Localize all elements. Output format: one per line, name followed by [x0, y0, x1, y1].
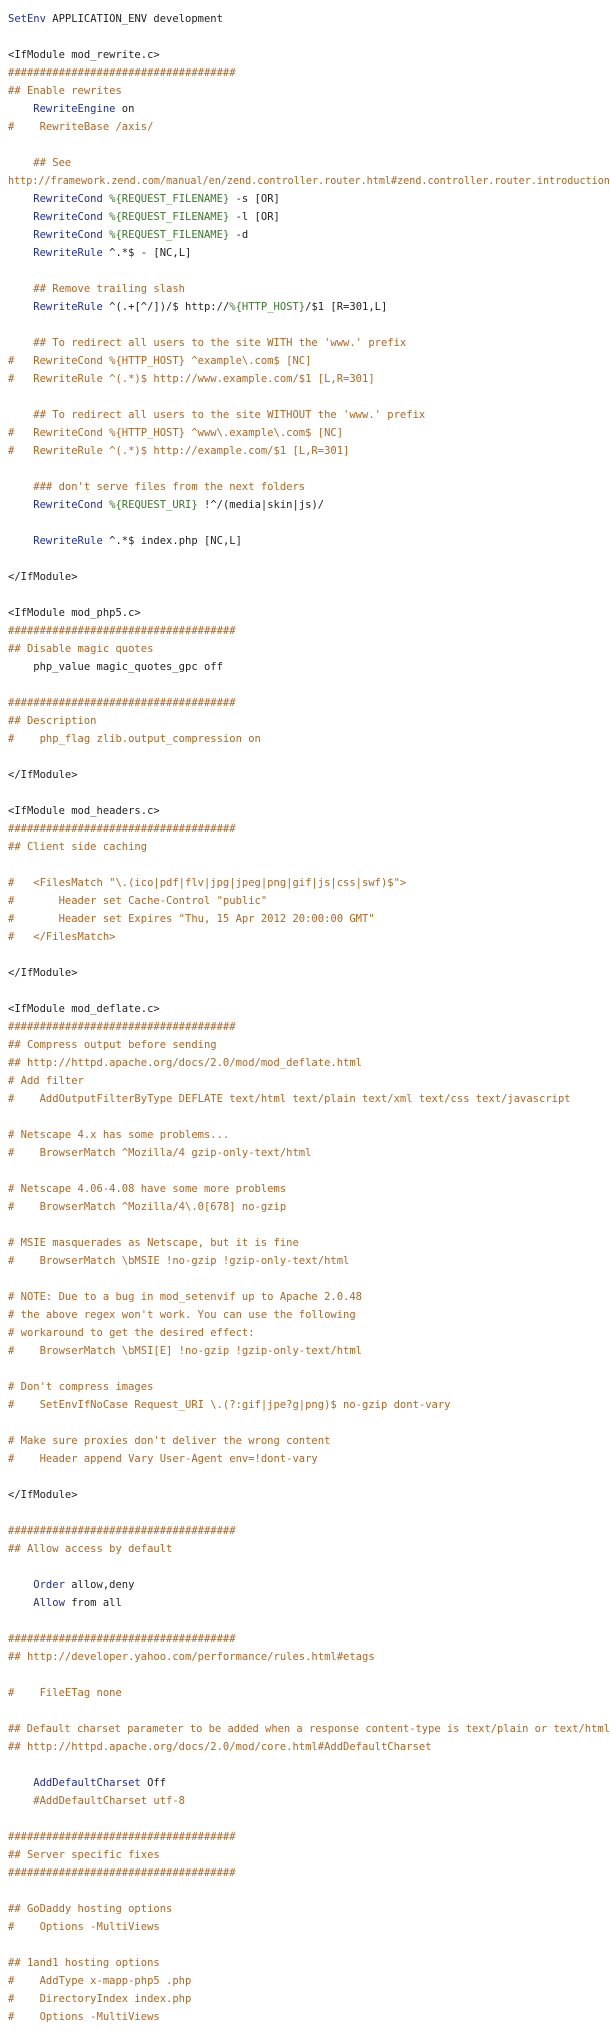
- code-line: [8, 1594, 610, 1612]
- code-line: [8, 1972, 610, 1990]
- comment-token: # workaround to get the desired effect:: [8, 1327, 255, 1339]
- directive-token: RewriteCond: [8, 193, 110, 205]
- directive-token: RewriteRule: [8, 301, 110, 313]
- text-token: <IfModule mod_php5.c>: [8, 607, 141, 619]
- code-line: [8, 892, 610, 910]
- text-token: </IfModule>: [8, 1489, 78, 1501]
- code-line: [8, 568, 610, 586]
- directive-token: RewriteCond: [8, 499, 110, 511]
- code-line: [8, 1036, 610, 1054]
- text-token: <IfModule mod_rewrite.c>: [8, 49, 160, 61]
- code-line: [8, 100, 610, 118]
- code-line: [8, 1576, 610, 1594]
- directive-token: Allow: [8, 1597, 72, 1609]
- code-line: [8, 622, 610, 640]
- variable-token: %{REQUEST_URI}: [109, 499, 198, 511]
- code-line: [8, 1324, 610, 1342]
- code-line: [8, 586, 610, 604]
- comment-token: # Don't compress images: [8, 1381, 154, 1393]
- comment-token: # BrowserMatch \bMSIE !no-gzip !gzip-only-text/html: [8, 1255, 350, 1267]
- code-line: [8, 1144, 610, 1162]
- comment-token: ## See: [8, 157, 72, 169]
- code-line: [8, 964, 610, 982]
- comment-token: # Netscape 4.x has some problems...: [8, 1129, 230, 1141]
- comment-token: # Options -MultiViews: [8, 2011, 160, 2023]
- code-line: [8, 1828, 610, 1846]
- code-line: [8, 550, 610, 568]
- comment-token: ####################################: [8, 697, 236, 709]
- comment-token: # RewriteCond %{HTTP_HOST} ^example\.com$ [NC]: [8, 355, 312, 367]
- code-line: [8, 262, 610, 280]
- code-line: [8, 388, 610, 406]
- code-line: [8, 10, 610, 28]
- text-token: <IfModule mod_deflate.c>: [8, 1003, 160, 1015]
- variable-token: %{REQUEST_FILENAME}: [109, 211, 230, 223]
- directive-token: AddDefaultCharset: [8, 1777, 148, 1789]
- comment-token: ## Compress output before sending: [8, 1039, 217, 1051]
- code-line: [8, 1702, 610, 1720]
- comment-token: ## 1and1 hosting options: [8, 1957, 160, 1969]
- directive-token: RewriteCond: [8, 211, 110, 223]
- code-line: [8, 298, 610, 316]
- code-line: [8, 64, 610, 82]
- text-token: php_value magic_quotes_gpc off: [8, 661, 223, 673]
- text-token: ^.*$ index.php [NC,L]: [109, 535, 242, 547]
- code-line: [8, 1846, 610, 1864]
- text-token: </IfModule>: [8, 967, 78, 979]
- code-line: [8, 1540, 610, 1558]
- code-line: [8, 766, 610, 784]
- comment-token: ## Remove trailing slash: [8, 283, 186, 295]
- code-line: [8, 118, 610, 136]
- code-line: [8, 676, 610, 694]
- text-token: -d: [229, 229, 249, 241]
- comment-token: ####################################: [8, 1525, 236, 1537]
- code-line: [8, 2008, 610, 2026]
- code-line: [8, 1918, 610, 1936]
- code-line: [8, 1072, 610, 1090]
- comment-token: # FileETag none: [8, 1687, 122, 1699]
- code-line: [8, 1108, 610, 1126]
- variable-token: %{REQUEST_FILENAME}: [109, 229, 230, 241]
- comment-token: ####################################: [8, 1021, 236, 1033]
- comment-token: # AddType x-mapp-php5 .php: [8, 1975, 192, 1987]
- comment-token: # Header set Expires "Thu, 15 Apr 2012 20:00:00 GMT": [8, 913, 375, 925]
- code-line: [8, 280, 610, 298]
- code-line: [8, 478, 610, 496]
- code-line: [8, 1342, 610, 1360]
- comment-token: # RewriteCond %{HTTP_HOST} ^www\.example\.com$ [NC]: [8, 427, 344, 439]
- code-line: [8, 802, 610, 820]
- text-token: on: [121, 103, 135, 115]
- code-line: [8, 946, 610, 964]
- code-line: [8, 514, 610, 532]
- code-line: [8, 1756, 610, 1774]
- code-line: [8, 1666, 610, 1684]
- code-line: [8, 1450, 610, 1468]
- comment-token: # BrowserMatch \bMSI[E] !no-gzip !gzip-only-text/html: [8, 1345, 363, 1357]
- code-line: [8, 910, 610, 928]
- comment-token: # DirectoryIndex index.php: [8, 1993, 192, 2005]
- code-line: [8, 172, 610, 190]
- comment-token: ####################################: [8, 625, 236, 637]
- code-line: [8, 154, 610, 172]
- code-line: [8, 1414, 610, 1432]
- code-line: [8, 1792, 610, 1810]
- text-token: from all: [71, 1597, 122, 1609]
- comment-token: # NOTE: Due to a bug in mod_setenvif up to Apache 2.0.48: [8, 1291, 363, 1303]
- variable-token: %{HTTP_HOST}: [229, 301, 306, 313]
- comment-token: # SetEnvIfNoCase Request_URI \.(?:gif|jpe?g|png)$ no-gzip dont-vary: [8, 1399, 451, 1411]
- code-line: [8, 1990, 610, 2008]
- comment-token: ## http://httpd.apache.org/docs/2.0/mod/core.html#AddDefaultCharset: [8, 1741, 432, 1753]
- comment-token: ## Default charset parameter to be added when a response content-type is text/plain or text/html: [8, 1723, 610, 1735]
- comment-token: ## Client side caching: [8, 841, 148, 853]
- code-line: [8, 928, 610, 946]
- code-line: [8, 1360, 610, 1378]
- comment-token: # BrowserMatch ^Mozilla/4\.0[678] no-gzip: [8, 1201, 287, 1213]
- code-line: [8, 1810, 610, 1828]
- code-line: [8, 784, 610, 802]
- code-line: [8, 820, 610, 838]
- code-line: [8, 208, 610, 226]
- code-line: [8, 1648, 610, 1666]
- comment-token: ####################################: [8, 1867, 236, 1879]
- comment-token: # RewriteBase /axis/: [8, 121, 154, 133]
- code-line: [8, 1126, 610, 1144]
- directive-token: Order: [8, 1579, 72, 1591]
- directive-token: SetEnv: [8, 13, 53, 25]
- code-line: [8, 712, 610, 730]
- code-line: [8, 1486, 610, 1504]
- code-line: [8, 1936, 610, 1954]
- text-token: </IfModule>: [8, 571, 78, 583]
- text-token: -l [OR]: [229, 211, 280, 223]
- code-line: [8, 658, 610, 676]
- code-line: [8, 1882, 610, 1900]
- comment-token: # RewriteRule ^(.*)$ http://example.com/$1 [L,R=301]: [8, 445, 350, 457]
- comment-token: # <FilesMatch "\.(ico|pdf|flv|jpg|jpeg|png|gif|js|css|swf)$">: [8, 877, 407, 889]
- text-token: !^/(media|skin|js)/: [197, 499, 325, 511]
- code-line: [8, 1864, 610, 1882]
- text-token: ^(.+[^/])/$ http://: [109, 301, 230, 313]
- comment-token: ## Disable magic quotes: [8, 643, 154, 655]
- comment-token: # the above regex won't work. You can use the following: [8, 1309, 356, 1321]
- code-line: [8, 1630, 610, 1648]
- code-line: [8, 1612, 610, 1630]
- code-line: [8, 1162, 610, 1180]
- code-line: [8, 226, 610, 244]
- comment-token: # Netscape 4.06-4.08 have some more problems: [8, 1183, 287, 1195]
- comment-token: ####################################: [8, 1633, 236, 1645]
- code-line: [8, 496, 610, 514]
- comment-token: # BrowserMatch ^Mozilla/4 gzip-only-text/html: [8, 1147, 312, 1159]
- text-token: </IfModule>: [8, 769, 78, 781]
- code-line: [8, 1900, 610, 1918]
- code-line: [8, 424, 610, 442]
- code-line: [8, 334, 610, 352]
- comment-token: # RewriteRule ^(.*)$ http://www.example.com/$1 [L,R=301]: [8, 373, 375, 385]
- code-line: [8, 1018, 610, 1036]
- code-line: [8, 82, 610, 100]
- code-line: [8, 1684, 610, 1702]
- comment-token: ## http://httpd.apache.org/docs/2.0/mod/mod_deflate.html: [8, 1057, 363, 1069]
- code-line: [8, 1504, 610, 1522]
- text-token: /$1 [R=301,L]: [305, 301, 388, 313]
- directive-token: RewriteRule: [8, 535, 110, 547]
- code-line: [8, 874, 610, 892]
- directive-token: RewriteEngine: [8, 103, 122, 115]
- comment-token: ## Server specific fixes: [8, 1849, 160, 1861]
- code-line: [8, 1774, 610, 1792]
- code-line: [8, 190, 610, 208]
- text-token: Off: [147, 1777, 167, 1789]
- text-token: <IfModule mod_headers.c>: [8, 805, 160, 817]
- code-line: [8, 604, 610, 622]
- code-line: [8, 442, 610, 460]
- code-line: [8, 1378, 610, 1396]
- code-line: [8, 856, 610, 874]
- code-line: [8, 1720, 610, 1738]
- code-line: [8, 1396, 610, 1414]
- text-token: ^.*$ - [NC,L]: [109, 247, 192, 259]
- code-line: [8, 1558, 610, 1576]
- code-line: [8, 640, 610, 658]
- code-line: [8, 1180, 610, 1198]
- directive-token: RewriteCond: [8, 229, 110, 241]
- directive-token: RewriteRule: [8, 247, 110, 259]
- code-line: [8, 1306, 610, 1324]
- comment-token: # Add filter: [8, 1075, 84, 1087]
- code-line: [8, 244, 610, 262]
- code-line: [8, 1522, 610, 1540]
- code-line: [8, 1468, 610, 1486]
- code-line: [8, 1432, 610, 1450]
- text-token: APPLICATION_ENV development: [52, 13, 223, 25]
- text-token: allow,deny: [71, 1579, 135, 1591]
- text-token: -s [OR]: [229, 193, 280, 205]
- comment-token: # Header set Cache-Control "public": [8, 895, 268, 907]
- code-line: [8, 730, 610, 748]
- code-line: [8, 1954, 610, 1972]
- code-line: [8, 136, 610, 154]
- comment-token: ####################################: [8, 823, 236, 835]
- code-line: [8, 1000, 610, 1018]
- comment-token: ## GoDaddy hosting options: [8, 1903, 173, 1915]
- code-line: [8, 28, 610, 46]
- comment-token: # Options -MultiViews: [8, 1921, 160, 1933]
- comment-token: ## Allow access by default: [8, 1543, 173, 1555]
- code-line: [8, 1054, 610, 1072]
- code-line: [8, 694, 610, 712]
- code-line: [8, 46, 610, 64]
- comment-token: ####################################: [8, 67, 236, 79]
- variable-token: %{REQUEST_FILENAME}: [109, 193, 230, 205]
- comment-token: ## Enable rewrites: [8, 85, 122, 97]
- code-line: [8, 406, 610, 424]
- comment-token: ## To redirect all users to the site WITHOUT the 'www.' prefix: [8, 409, 426, 421]
- comment-token: # </FilesMatch>: [8, 931, 116, 943]
- code-line: [8, 316, 610, 334]
- code-line: [8, 982, 610, 1000]
- comment-token: http://framework.zend.com/manual/en/zend.controller.router.html#zend.controller.router.introduction: [8, 175, 610, 187]
- code-line: [8, 1270, 610, 1288]
- comment-token: ####################################: [8, 1831, 236, 1843]
- code-line: [8, 748, 610, 766]
- comment-token: # MSIE masquerades as Netscape, but it is fine: [8, 1237, 299, 1249]
- comment-token: ### don't serve files from the next folders: [8, 481, 306, 493]
- comment-token: # AddOutputFilterByType DEFLATE text/html text/plain text/xml text/css text/javascript: [8, 1093, 571, 1105]
- comment-token: ## To redirect all users to the site WITH the 'www.' prefix: [8, 337, 407, 349]
- comment-token: # Make sure proxies don't deliver the wrong content: [8, 1435, 331, 1447]
- code-line: [8, 1090, 610, 1108]
- comment-token: #AddDefaultCharset utf-8: [8, 1795, 186, 1807]
- comment-token: ## http://developer.yahoo.com/performance/rules.html#etags: [8, 1651, 375, 1663]
- code-line: [8, 838, 610, 856]
- code-line: [8, 1738, 610, 1756]
- code-line: [8, 1198, 610, 1216]
- code-line: [8, 352, 610, 370]
- comment-token: # php_flag zlib.output_compression on: [8, 733, 261, 745]
- code-line: [8, 460, 610, 478]
- code-line: [8, 370, 610, 388]
- code-line: [8, 1234, 610, 1252]
- comment-token: # Header append Vary User-Agent env=!dont-vary: [8, 1453, 318, 1465]
- code-line: [8, 1216, 610, 1234]
- code-line: [8, 1288, 610, 1306]
- comment-token: ## Description: [8, 715, 97, 727]
- code-line: [8, 532, 610, 550]
- code-line: [8, 1252, 610, 1270]
